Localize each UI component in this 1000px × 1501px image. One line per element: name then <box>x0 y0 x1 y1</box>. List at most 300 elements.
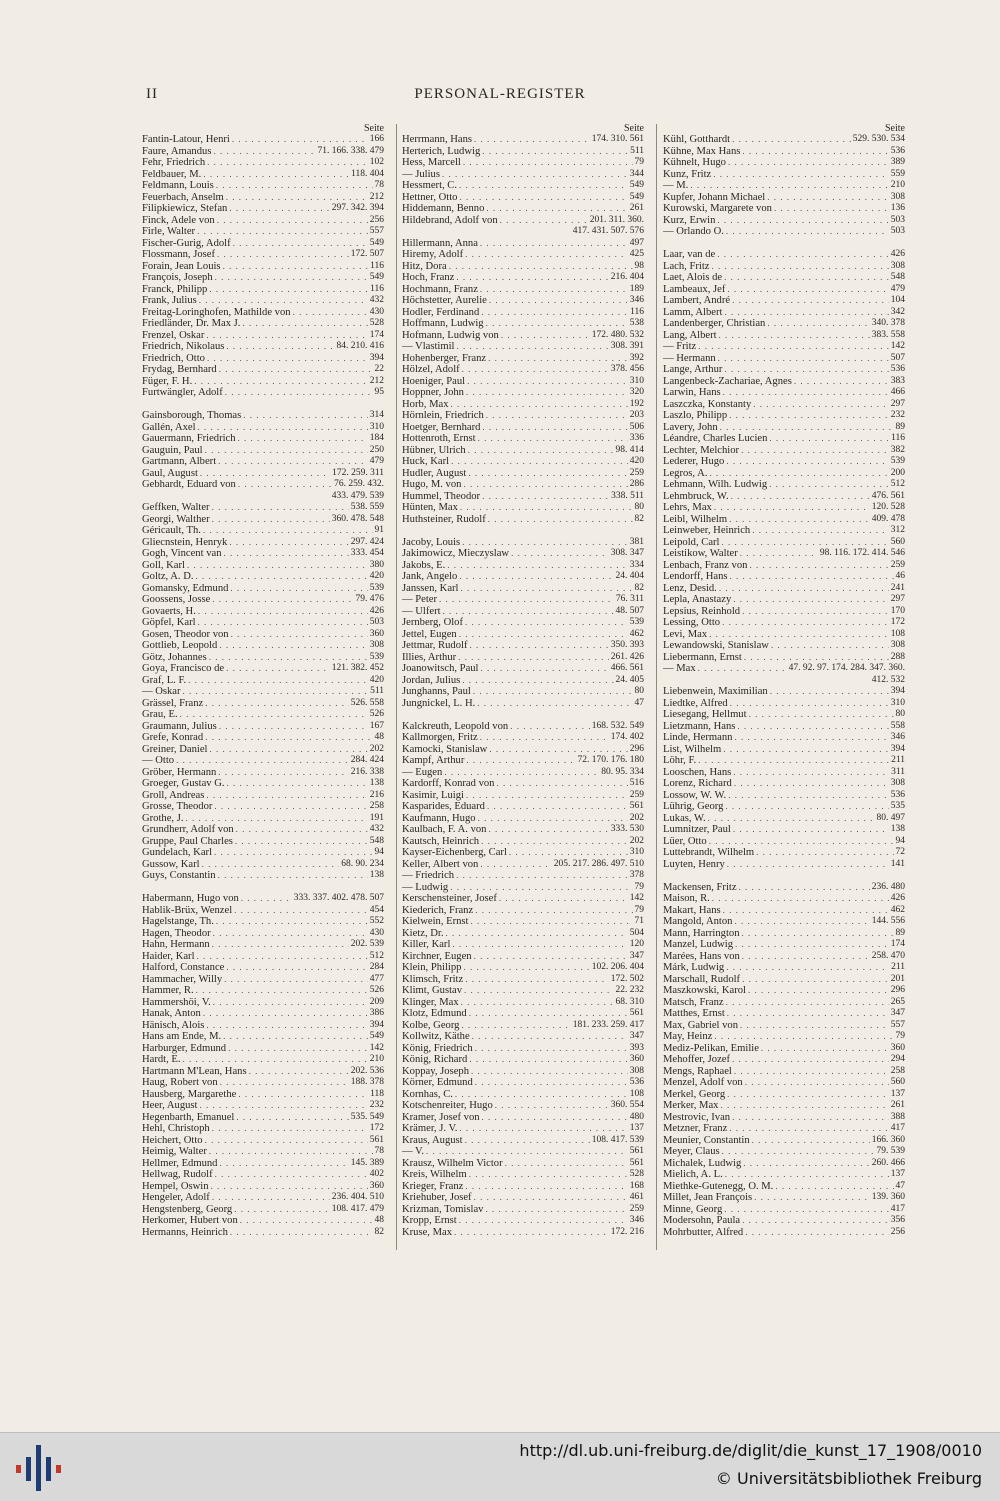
entry-pages: 216 <box>369 789 384 800</box>
entry-pages: 79 <box>895 1031 905 1041</box>
entry-pages: 192 <box>629 398 644 409</box>
entry-pages: 261. 426 <box>610 651 644 662</box>
register-entry <box>142 341 384 353</box>
entry-pages: 503 <box>369 617 384 627</box>
entry-name: Lepla, Anastazy <box>663 594 732 605</box>
entry-pages: 308 <box>629 1065 644 1076</box>
entry-pages: 211 <box>891 962 905 972</box>
entry-name: Hess, Marcell <box>402 157 461 168</box>
leader-dots <box>450 882 632 894</box>
leader-dots <box>742 974 889 986</box>
register-entry <box>663 962 905 974</box>
entry-pages: 202. 539 <box>350 939 384 949</box>
entry-name: Groeger, Gustav G. <box>142 778 225 789</box>
viewer-footer <box>0 1432 1000 1501</box>
entry-pages: 308 <box>890 191 905 202</box>
entry-pages: 191 <box>369 812 384 823</box>
leader-dots <box>489 295 628 307</box>
entry-pages: 241 <box>890 582 905 593</box>
register-entry <box>663 548 905 560</box>
leader-dots <box>235 836 368 848</box>
entry-pages: 256 <box>890 1226 905 1237</box>
entry-name: Hiddemann, Benno <box>402 203 485 214</box>
entry-name: Kühl, Gotthardt <box>663 134 731 145</box>
leader-dots <box>454 1227 609 1239</box>
entry-pages: 297 <box>890 398 905 409</box>
entry-name: Maszkowski, Karol <box>663 985 746 996</box>
entry-pages: 383. 558 <box>871 329 905 340</box>
entry-name: Kriehuber, Josef <box>402 1192 472 1203</box>
register-entry <box>663 905 905 917</box>
entry-name: Feuerbach, Anselm <box>142 191 224 203</box>
entry-name: Gliecnstein, Henryk <box>142 536 228 548</box>
register-entry <box>402 1169 644 1181</box>
entry-name: Lamm, Albert <box>663 306 723 318</box>
register-entry <box>402 640 644 652</box>
register-entry <box>142 238 384 250</box>
register-entry <box>663 686 905 698</box>
register-entry <box>402 617 644 629</box>
leader-dots <box>238 479 332 491</box>
entry-name: Feldbauer, M. <box>142 168 202 180</box>
entry-name: Kühnelt, Hugo <box>663 157 726 168</box>
leader-dots <box>219 640 367 652</box>
entry-name: Franck, Philipp <box>142 283 208 295</box>
entry-pages: 168. 532. 549 <box>591 720 644 731</box>
entry-name: Mengs, Raphael <box>663 1065 732 1077</box>
leader-dots <box>200 468 330 480</box>
entry-name: Kielwein, Ernst <box>402 916 469 927</box>
leader-dots <box>471 916 633 928</box>
register-entry <box>663 1008 905 1020</box>
entry-name: Jordan, Julius <box>402 674 461 686</box>
register-entry <box>663 261 905 273</box>
entry-name: Frank, Julius <box>142 295 197 306</box>
register-entry <box>142 985 384 997</box>
leader-dots <box>469 1008 628 1020</box>
leader-dots <box>219 364 373 376</box>
register-column-1 <box>142 124 384 1238</box>
leader-dots <box>228 1043 368 1055</box>
entry-name: Laar, van de <box>663 249 716 260</box>
leader-dots <box>459 192 627 204</box>
register-entry <box>402 157 644 169</box>
register-entry <box>402 928 644 940</box>
register-entry <box>142 928 384 940</box>
register-entry <box>402 1227 644 1239</box>
entry-pages: 138 <box>890 824 905 834</box>
entry-name: Löhr, F. <box>663 755 697 766</box>
register-entry <box>142 1020 384 1032</box>
register-entry <box>402 744 644 756</box>
entry-name: Grau, E. <box>142 709 178 720</box>
entry-pages: 89 <box>895 421 905 432</box>
entry-pages: 529. 530. 534 <box>852 134 905 144</box>
entry-pages: 202 <box>629 812 644 823</box>
leader-dots <box>482 1112 628 1124</box>
entry-pages: 172. 259. 311 <box>332 467 384 478</box>
entry-name: Forain, Jean Louis <box>142 260 221 272</box>
entry-pages: 181. 233. 259. 417 <box>572 1019 644 1030</box>
entry-name: Kunz, Fritz <box>663 168 712 180</box>
leader-dots <box>718 353 889 365</box>
letter-gap <box>142 882 384 894</box>
register-entry <box>663 1215 905 1227</box>
register-entry <box>142 169 384 181</box>
register-entry <box>402 146 644 158</box>
entry-name: Haider, Karl <box>142 950 195 962</box>
register-entry <box>142 410 384 422</box>
entry-pages: 108. 417. 539 <box>591 1134 644 1145</box>
leader-dots <box>463 479 627 491</box>
leader-dots <box>711 261 888 273</box>
entry-name: Fischer-Gurig, Adolf <box>142 237 231 249</box>
leader-dots <box>724 1204 889 1216</box>
entry-pages: 497 <box>629 237 644 248</box>
leader-dots <box>756 847 893 859</box>
entry-name: Füger, F. H. <box>142 375 193 387</box>
entry-pages: 538 <box>629 318 644 328</box>
entry-name: — Julius <box>402 168 440 180</box>
entry-pages: 388 <box>890 1111 905 1122</box>
register-entry <box>402 721 644 733</box>
entry-name: Géricault, Th. <box>142 525 201 536</box>
register-entry <box>663 813 905 825</box>
entry-pages: 479 <box>890 283 905 294</box>
leader-dots <box>196 571 368 583</box>
entry-name: Goltz, A. D. <box>142 571 194 582</box>
copyright-notice: © Universitätsbibliothek Freiburg <box>715 1469 982 1488</box>
entry-pages: 417 <box>890 1123 905 1133</box>
register-entry <box>402 767 644 779</box>
leader-dots <box>732 1054 889 1066</box>
register-entry <box>402 422 644 434</box>
leader-dots <box>468 445 614 457</box>
entry-pages: 314 <box>369 410 384 420</box>
entry-pages: 202. 536 <box>350 1065 384 1076</box>
register-entry <box>663 514 905 526</box>
entry-pages: 261 <box>629 203 644 213</box>
register-entry <box>663 721 905 733</box>
leader-dots <box>183 1054 368 1066</box>
register-entry <box>402 675 644 687</box>
entry-name: Körner, Edmund <box>402 1077 473 1088</box>
entry-pages: 118 <box>370 1088 384 1099</box>
entry-pages: 378 <box>629 870 644 880</box>
leader-dots <box>489 744 627 756</box>
entry-name: Gainsborough, Thomas <box>142 410 242 421</box>
entry-pages: 142 <box>890 341 905 351</box>
register-entry <box>663 353 905 365</box>
leader-dots <box>752 525 889 537</box>
leader-dots <box>232 134 368 146</box>
seite-label: Seite <box>364 123 384 134</box>
leader-dots <box>754 1192 870 1204</box>
entry-pages: 511 <box>630 145 644 156</box>
leader-dots <box>740 1020 889 1032</box>
leader-dots <box>511 548 609 560</box>
entry-name: Minne, Georg <box>663 1203 723 1215</box>
entry-pages: 284 <box>369 962 384 972</box>
leader-dots <box>226 962 367 974</box>
register-entry <box>142 997 384 1009</box>
leader-dots <box>452 939 627 951</box>
register-entry <box>402 1123 644 1135</box>
leader-dots <box>729 514 870 526</box>
register-entry <box>142 295 384 307</box>
register-entry <box>663 192 905 204</box>
register-entry <box>142 1043 384 1055</box>
entry-pages: 22. 232 <box>615 985 644 995</box>
entry-name: Kirchner, Eugen <box>402 950 472 962</box>
register-entry <box>663 226 905 238</box>
seite-label: Seite <box>624 123 644 134</box>
entry-name: Jungnickel, L. H. <box>402 697 476 709</box>
leader-dots <box>708 813 875 825</box>
leader-dots <box>770 686 889 698</box>
leader-dots <box>480 284 628 296</box>
entry-pages: 79. 539 <box>876 1146 905 1156</box>
entry-pages: 259 <box>890 559 905 570</box>
register-entry <box>663 525 905 537</box>
leader-dots <box>720 1100 888 1112</box>
entry-pages: 136 <box>890 203 905 213</box>
entry-pages: 381 <box>629 536 644 547</box>
entry-name: Merker, Max <box>663 1100 719 1111</box>
entry-pages: 174 <box>890 939 905 949</box>
leader-dots <box>220 1077 349 1089</box>
register-entry <box>663 617 905 629</box>
entry-pages: 236. 480 <box>871 881 905 892</box>
leader-dots <box>216 180 373 192</box>
entry-pages: 320 <box>629 387 644 397</box>
entry-pages: 561 <box>629 1008 644 1018</box>
leader-dots <box>742 606 889 618</box>
entry-name: Kornhas, C. <box>402 1088 453 1100</box>
leader-dots <box>243 410 367 422</box>
register-entry <box>663 364 905 376</box>
register-entry <box>142 1031 384 1043</box>
entry-pages: 310 <box>629 847 644 857</box>
register-entry <box>402 192 644 204</box>
register-entry <box>663 295 905 307</box>
letter-gap <box>402 525 644 537</box>
leader-dots <box>728 157 889 169</box>
entry-name: Kietz, Dr. <box>402 927 444 939</box>
register-entry <box>142 1146 384 1158</box>
register-entry <box>663 882 905 894</box>
entry-name: Kramer, Josef von <box>402 1111 480 1123</box>
entry-pages: 504 <box>629 927 644 938</box>
register-entry <box>142 387 384 399</box>
entry-pages: 71 <box>634 916 644 926</box>
entry-pages: 394 <box>369 1019 384 1030</box>
register-entry <box>142 1089 384 1101</box>
entry-name: Hans am Ende, M. <box>142 1031 222 1042</box>
entry-pages: 172 <box>369 1123 384 1133</box>
entry-pages: 558 <box>890 720 905 731</box>
entry-name: Lepsius, Reinhold <box>663 605 741 617</box>
register-entry <box>663 744 905 756</box>
entry-name: — Oskar <box>142 686 181 697</box>
entry-name: Lach, Fritz <box>663 260 710 272</box>
leader-dots <box>723 387 889 399</box>
leader-dots <box>206 790 367 802</box>
leader-dots <box>445 928 627 940</box>
entry-name: Matthes, Ernst <box>663 1008 725 1019</box>
entry-pages: 461 <box>629 1192 644 1202</box>
leader-dots <box>734 916 869 928</box>
leader-dots <box>293 307 368 319</box>
entry-pages: 311 <box>891 766 905 777</box>
register-entry <box>142 698 384 710</box>
register-entry <box>402 433 644 445</box>
leader-dots <box>206 330 367 342</box>
leader-dots <box>225 387 373 399</box>
entry-name: Fantin-Latour, Henri <box>142 134 230 145</box>
register-entry <box>402 571 644 583</box>
entry-pages: 382 <box>890 444 905 455</box>
register-entry <box>142 330 384 342</box>
entry-name: Kampf, Arthur <box>402 755 465 766</box>
entry-name: Kiederich, Franz <box>402 904 474 916</box>
leader-dots <box>465 974 609 986</box>
register-entry <box>663 1054 905 1066</box>
entry-pages: 78 <box>374 1146 384 1156</box>
leader-dots <box>480 238 628 250</box>
entry-pages: 560 <box>890 1077 905 1087</box>
entry-name: Jank, Angelo <box>402 571 458 582</box>
entry-name: Leistikow, Walter <box>663 548 738 559</box>
register-entry <box>142 192 384 204</box>
leader-dots <box>215 1169 368 1181</box>
leader-dots <box>731 491 870 503</box>
entry-name: Gundelach, Karl <box>142 847 213 858</box>
entry-name: Michalek, Ludwig <box>663 1157 742 1169</box>
register-entry <box>142 249 384 261</box>
register-entry <box>142 491 384 503</box>
leader-dots <box>724 364 888 376</box>
leader-dots <box>461 583 633 595</box>
entry-name: Hiremy, Adolf <box>402 249 464 260</box>
leader-dots <box>207 157 368 169</box>
entry-name: Killer, Karl <box>402 939 451 950</box>
register-entry <box>142 272 384 284</box>
leader-dots <box>725 1169 889 1181</box>
entry-pages: 80 <box>634 502 644 512</box>
entry-name: Graf, L. F. <box>142 674 187 686</box>
entry-pages: 378. 456 <box>610 364 644 374</box>
register-entry <box>142 767 384 779</box>
leader-dots <box>487 801 628 813</box>
entry-name: Lambert, André <box>663 295 731 306</box>
leader-dots <box>217 215 368 227</box>
register-entry <box>402 882 644 894</box>
register-entry <box>142 1158 384 1170</box>
register-entry <box>142 801 384 813</box>
register-entry <box>663 410 905 422</box>
leader-dots <box>720 422 894 434</box>
entry-name: Jernberg, Olof <box>402 617 463 628</box>
entry-name: Klinger, Max <box>402 996 459 1008</box>
entry-pages: 557 <box>890 1019 905 1030</box>
entry-pages: 347 <box>629 1031 644 1041</box>
leader-dots <box>509 847 628 859</box>
register-entry <box>663 571 905 583</box>
entry-pages: 172. 507 <box>350 249 384 259</box>
leader-dots <box>474 134 590 146</box>
leader-dots <box>732 1112 889 1124</box>
register-entry <box>663 606 905 618</box>
source-url-link[interactable]: http://dl.ub.uni-freiburg.de/diglit/die_kunst_17_1908/0010 <box>519 1441 982 1460</box>
entry-name: — Orlando O. <box>663 226 724 237</box>
entry-name: Junghanns, Paul <box>402 686 471 697</box>
leader-dots <box>717 249 889 261</box>
entry-name: Kurowski, Margarete von <box>663 203 772 214</box>
entry-name: Jakimowicz, Mieczyslaw <box>402 548 510 559</box>
leader-dots <box>501 330 590 342</box>
register-entry <box>663 755 905 767</box>
entry-pages: 82 <box>634 513 644 524</box>
leader-dots <box>729 410 889 422</box>
entry-pages: 137 <box>629 1123 644 1133</box>
entry-name: Lührig, Georg <box>663 801 724 812</box>
leader-dots <box>211 1181 368 1193</box>
entry-pages: 536 <box>629 1077 644 1087</box>
register-entry <box>663 663 905 675</box>
leader-dots <box>459 1215 628 1227</box>
entry-name: Herrmann, Hans <box>402 134 473 145</box>
entry-pages: 338. 511 <box>611 490 644 501</box>
leader-dots <box>226 192 368 204</box>
entry-pages: 538. 559 <box>350 502 384 512</box>
entry-name: Furtwängler, Adolf <box>142 387 223 398</box>
leader-dots <box>463 157 633 169</box>
entry-pages: 48 <box>374 1215 384 1225</box>
leader-dots <box>183 686 369 698</box>
entry-pages: 142 <box>629 893 644 903</box>
entry-pages: 102 <box>369 157 384 167</box>
register-entry <box>142 479 384 491</box>
entry-name: Illies, Arthur <box>402 651 457 663</box>
entry-pages: 47 <box>634 697 644 708</box>
leader-dots <box>227 778 368 790</box>
entry-name: Gogh, Vincent van <box>142 548 222 559</box>
register-entry <box>663 456 905 468</box>
leader-dots <box>462 364 609 376</box>
entry-name: Modersohn, Paula <box>663 1215 741 1226</box>
leader-dots <box>238 1089 368 1101</box>
entry-name: Metzner, Franz <box>663 1123 728 1134</box>
register-entry <box>402 778 644 790</box>
entry-name: Hahn, Hermann <box>142 939 210 950</box>
entry-name: — Hermann <box>663 352 716 364</box>
register-entry <box>142 663 384 675</box>
entry-pages: 47 <box>895 1180 905 1191</box>
entry-name: Mielich, A. L. <box>663 1169 723 1180</box>
entry-name: Hoch, Franz <box>402 272 455 283</box>
register-entry <box>402 594 644 606</box>
leader-dots <box>458 652 609 664</box>
register-entry <box>663 169 905 181</box>
entry-pages: 308 <box>890 778 905 788</box>
register-entry <box>402 502 644 514</box>
leader-dots <box>698 755 889 767</box>
leader-dots <box>724 272 889 284</box>
register-entry <box>402 1204 644 1216</box>
leader-dots <box>505 1158 628 1170</box>
leader-dots <box>713 169 888 181</box>
